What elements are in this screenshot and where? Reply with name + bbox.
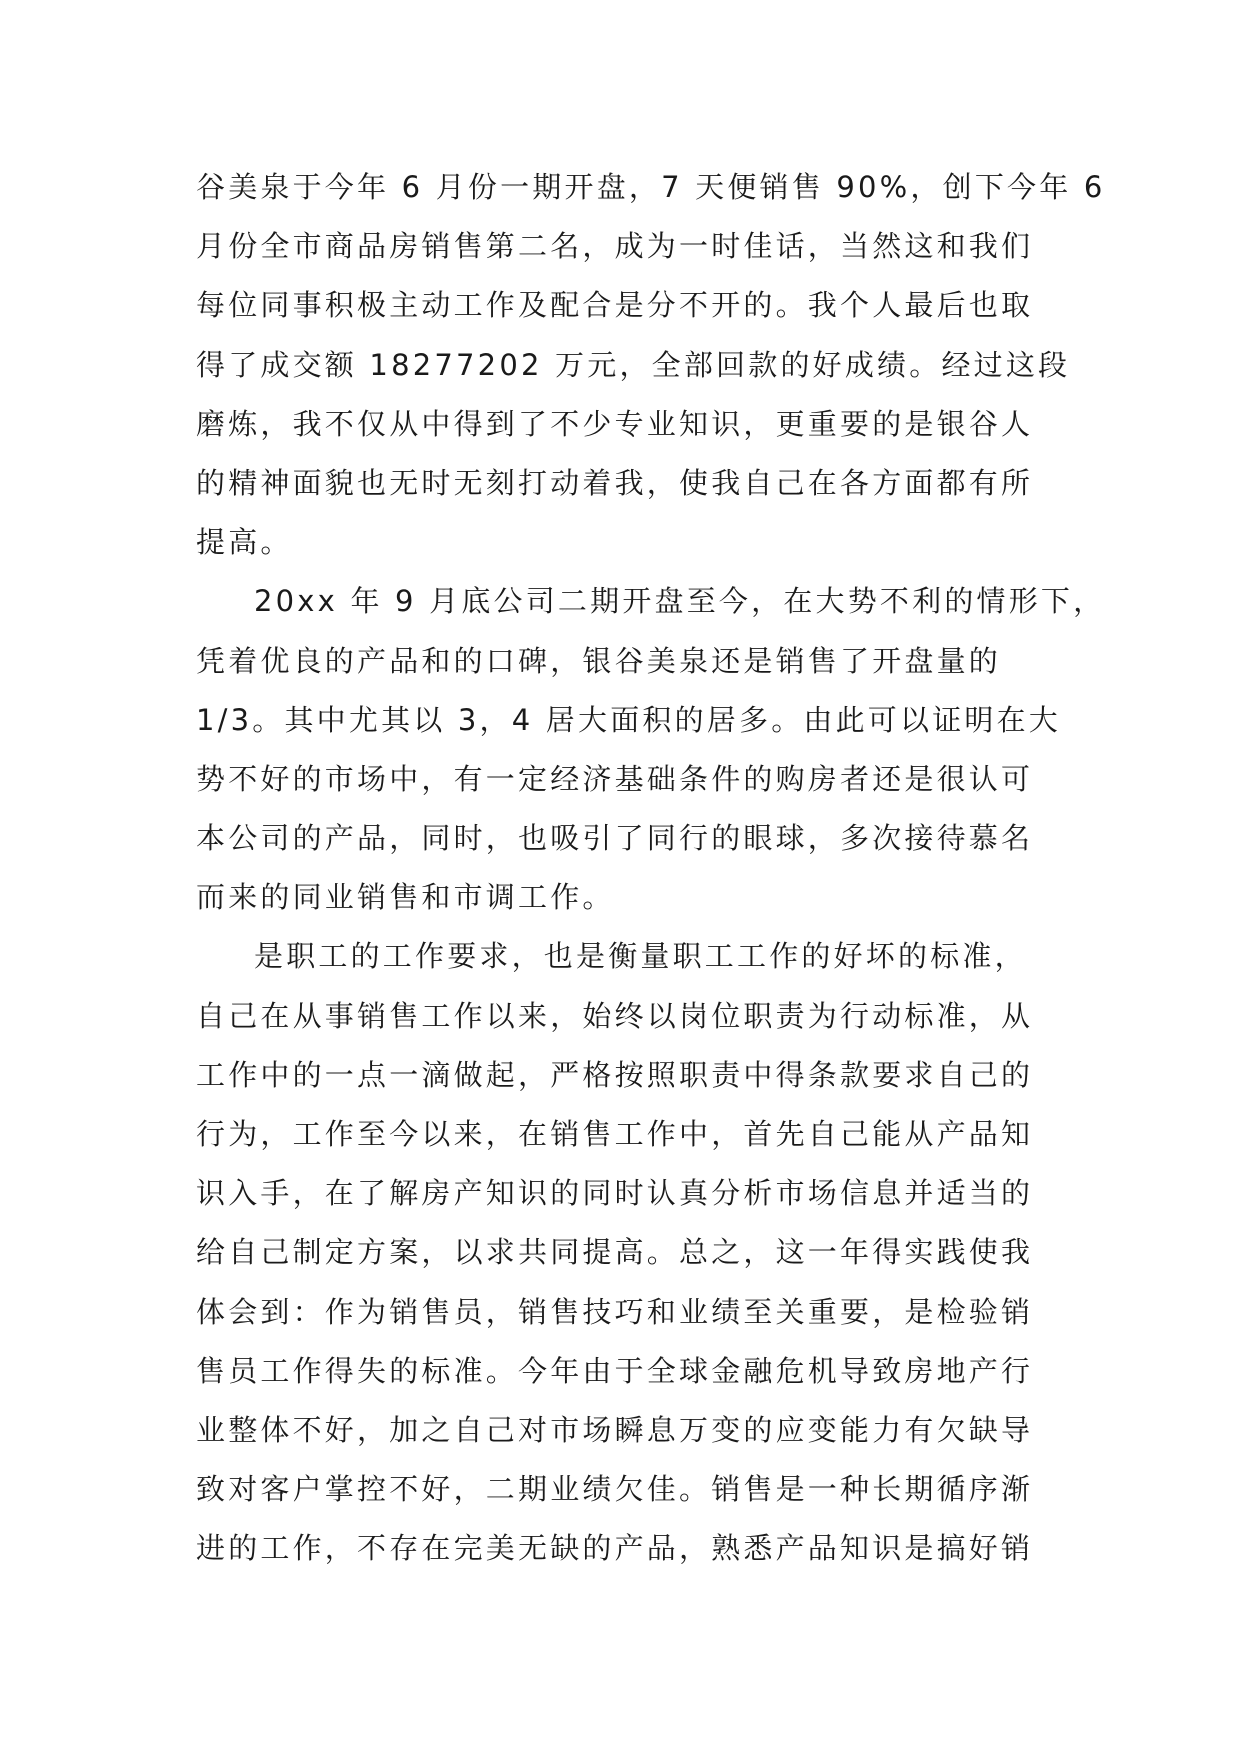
text-line: 进的工作，不存在完美无缺的产品，熟悉产品知识是搞好销: [196, 1531, 1034, 1566]
text-line: 谷美泉于今年 6 月份一期开盘，7 天便销售 90%，创下今年 6: [196, 170, 1106, 204]
text-line: 售员工作得失的标准。今年由于全球金融危机导致房地产行: [196, 1353, 1034, 1388]
text-line: 每位同事积极主动工作及配合是分不开的。我个人最后也取: [196, 288, 1034, 323]
text-line: 致对客户掌控不好，二期业绩欠佳。销售是一种长期循序渐: [196, 1472, 1034, 1507]
text-line: 提高。: [196, 525, 293, 560]
text-line: 业整体不好，加之自己对市场瞬息万变的应变能力有欠缺导: [196, 1412, 1034, 1447]
text-line: 体会到：作为销售员，销售技巧和业绩至关重要，是检验销: [196, 1294, 1034, 1329]
document-body: [196, 158, 1106, 1579]
paragraph-1: [196, 158, 1106, 572]
text-line: 月份全市商品房销售第二名，成为一时佳话，当然这和我们: [196, 229, 1034, 264]
text-line: 给自己制定方案，以求共同提高。总之，这一年得实践使我: [196, 1235, 1034, 1270]
text-line: 行为，工作至今以来，在销售工作中，首先自己能从产品知: [196, 1117, 1034, 1151]
text-line: 得了成交额 18277202 万元，全部回款的好成绩。经过这段: [196, 347, 1071, 382]
text-line: 20xx 年 9 月底公司二期开盘至今，在大势不利的情形下，: [254, 584, 1106, 619]
text-line: 凭着优良的产品和的口碑，银谷美泉还是销售了开盘量的: [196, 643, 1002, 678]
text-line: 的精神面貌也无时无刻打动着我，使我自己在各方面都有所: [196, 465, 1034, 500]
text-line: 势不好的市场中，有一定经济基础条件的购房者还是很认可: [196, 761, 1034, 796]
text-line: 自己在从事销售工作以来，始终以岗位职责为行动标准，从: [196, 998, 1034, 1033]
text-line: 1/3。其中尤其以 3，4 居大面积的居多。由此可以证明在大: [196, 702, 1062, 737]
paragraph-3: [196, 927, 1046, 1578]
text-line: 是职工的工作要求，也是衡量职工工作的好坏的标准，: [254, 939, 1027, 974]
text-line: 磨炼，我不仅从中得到了不少专业知识，更重要的是银谷人: [196, 406, 1034, 441]
paragraph-2: [196, 572, 1106, 927]
text-line: 识入手，在了解房产知识的同时认真分析市场信息并适当的: [196, 1176, 1034, 1211]
text-line: 本公司的产品，同时，也吸引了同行的眼球，多次接待慕名: [196, 821, 1034, 856]
text-line: 工作中的一点一滴做起，严格按照职责中得条款要求自己的: [196, 1057, 1034, 1092]
text-line: 而来的同业销售和市调工作。: [196, 880, 615, 915]
